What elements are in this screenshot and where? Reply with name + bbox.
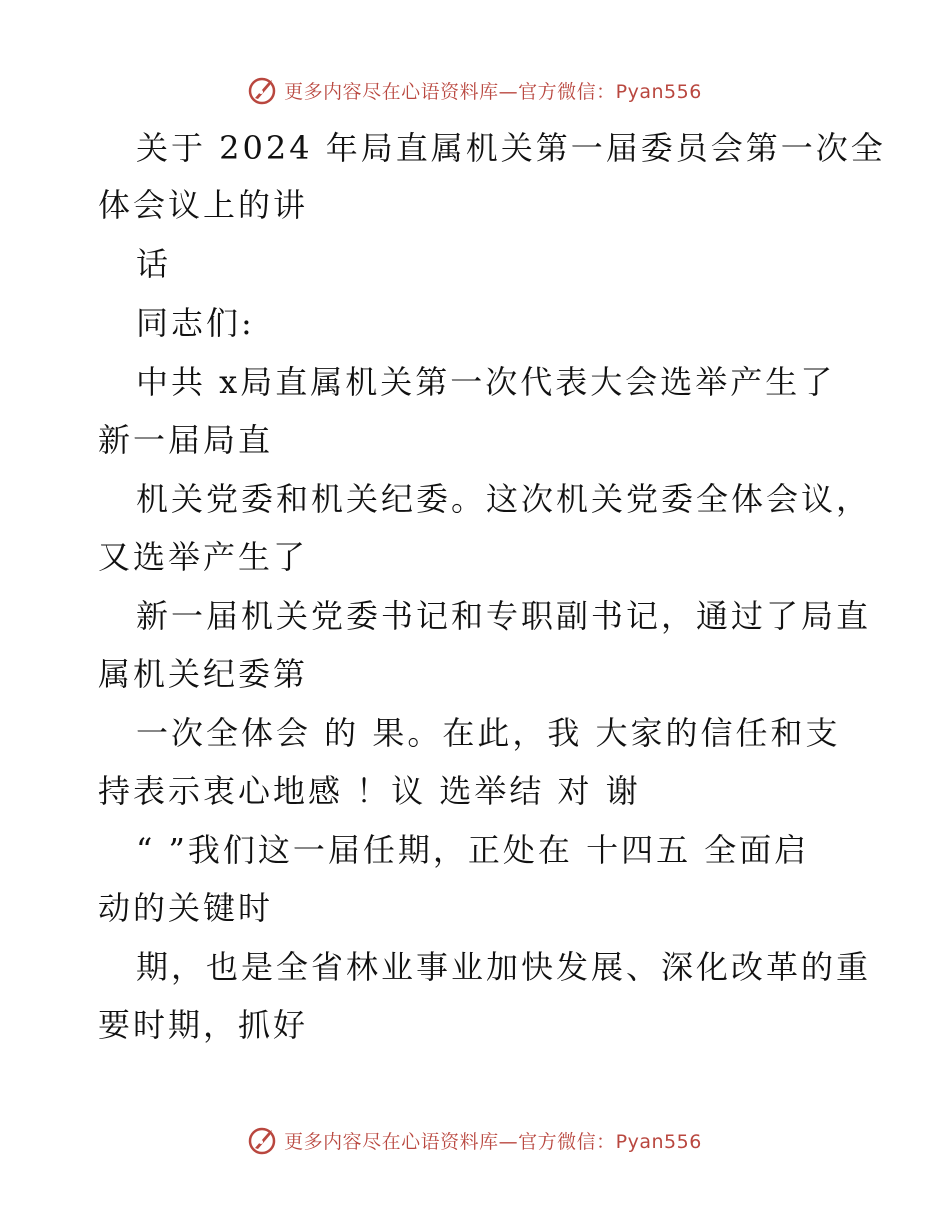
title-line-1: 关于 2024 年局直属机关第一届委员会第一次全 (136, 129, 886, 167)
watermark-text: 更多内容尽在心语资料库—官方微信：Pyan556 (284, 80, 702, 103)
body-line-11: 期，也是全省林业事业加快发展、深化改革的重 (136, 948, 872, 986)
quill-pen-circle-icon (248, 1125, 278, 1155)
body-line-12: 要时期，抓好 (98, 1006, 309, 1044)
watermark-text: 更多内容尽在心语资料库—官方微信：Pyan556 (284, 1130, 702, 1153)
body-line-7: 一次全体会 的 果。在此，我 大家的信任和支 (136, 714, 841, 752)
body-line-9: “ ”我们这一届任期，正处在 十四五 全面启 (136, 831, 810, 869)
watermark-banner-bottom (0, 1120, 950, 1160)
title-line-2: 体会议上的讲 (98, 186, 309, 224)
title-line-3: 话 (136, 245, 172, 283)
watermark-banner-top (0, 70, 950, 110)
body-line-8: 持表示衷心地感 ！议 选举结 对 谢 (98, 772, 641, 810)
body-line-6: 属机关纪委第 (98, 655, 309, 693)
body-line-10: 动的关键时 (98, 889, 274, 927)
body-line-3: 机关党委和机关纪委。这次机关党委全体会议， (136, 480, 872, 518)
body-line-2: 新一届局直 (98, 421, 274, 459)
body-line-5: 新一届机关党委书记和专职副书记，通过了局直 (136, 597, 872, 635)
salutation: 同志们: (136, 304, 255, 342)
quill-pen-circle-icon (248, 75, 278, 105)
body-line-1: 中共 x局直属机关第一次代表大会选举产生了 (136, 363, 836, 401)
body-line-4: 又选举产生了 (98, 538, 309, 576)
